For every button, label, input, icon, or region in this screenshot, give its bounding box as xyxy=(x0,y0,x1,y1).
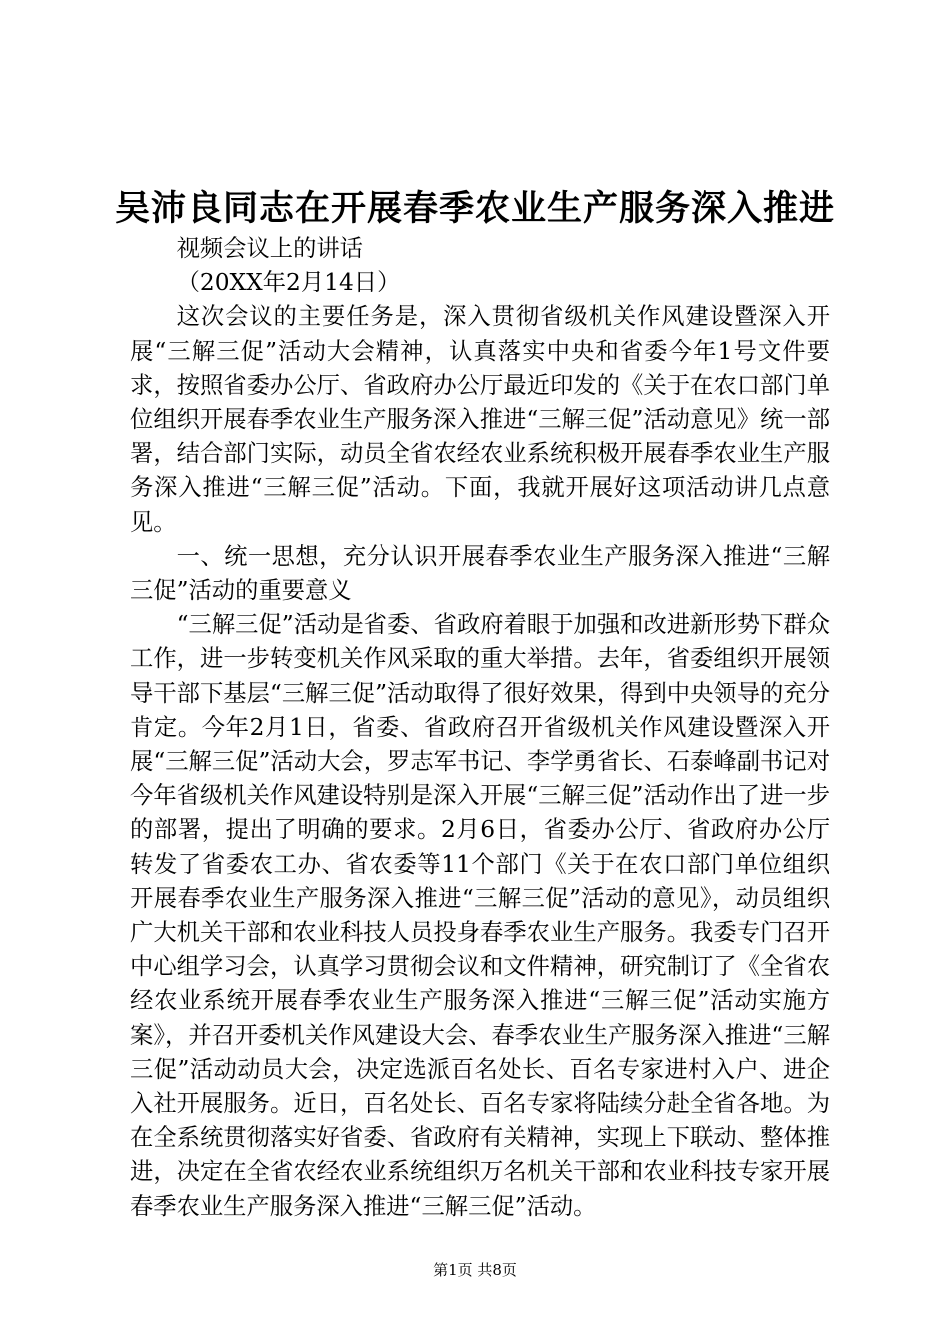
body-paragraph: 这次会议的主要任务是，深入贯彻省级机关作风建设暨深入开展“三解三促”活动大会精神，认真落实中央和省委今年1号文件要求，按照省委办公厅、省政府办公厅最近印发的《关于在农口部门单位组织开展春季农业生产服务深入推进“三解三促”活动意见》统一部署，结合部门实际，动员全省农经农业系统积极开展春季农业生产服务深入推进“三解三促”活动。下面，我就开展好这项活动讲几点意见。 xyxy=(130,303,830,536)
subtitle-line: 视频会议上的讲话 xyxy=(176,235,363,262)
section-heading: 一、统一思想，充分认识开展春季农业生产服务深入推进“三解三促”活动的重要意义 xyxy=(130,542,830,605)
document-title: 吴沛良同志在开展春季农业生产服务深入推进 xyxy=(114,188,835,229)
document-body xyxy=(130,232,830,1224)
date-line: （20XX年2月14日） xyxy=(176,269,401,297)
body-paragraph: “三解三促”活动是省委、省政府着眼于加强和改进新形势下群众工作，进一步转变机关作风采取的重大举措。去年，省委组织开展领导干部下基层“三解三促”活动取得了很好效果，得到中央领导的充分肯定。今年2月1日，省委、省政府召开省级机关作风建设暨深入开展“三解三促”活动大会，罗志军书记、李学勇省长、石泰峰副书记对今年省级机关作风建设特别是深入开展“三解三促”活动作出了进一步的部署，提出了明确的要求。2月6日，省委办公厅、省政府办公厅转发了省委农工办、省农委等11个部门《关于在农口部门单位组织开展春季农业生产服务深入推进“三解三促”活动的意见》，动员组织广大机关干部和农业科技人员投身春季农业生产服务。我委专门召开中心组学习会，认真学习贯彻会议和文件精神，研究制订了《全省农经农业系统开展春季农业生产服务深入推进“三解三促”活动实施方案》，并召开委机关作风建设大会、春季农业生产服务深入推进“三解三促”活动动员大会，决定选派百名处长、百名专家进村入户、进企入社开展服务。近日，百名处长、百名专家将陆续分赴全省各地。为在全系统贯彻落实好省委、省政府有关精神，实现上下联动、整体推进，决定在全省农经农业系统组织万名机关干部和农业科技专家开展春季农业生产服务深入推进“三解三促”活动。 xyxy=(130,611,830,1220)
page-footer: 第1页 共8页 xyxy=(433,1261,517,1279)
